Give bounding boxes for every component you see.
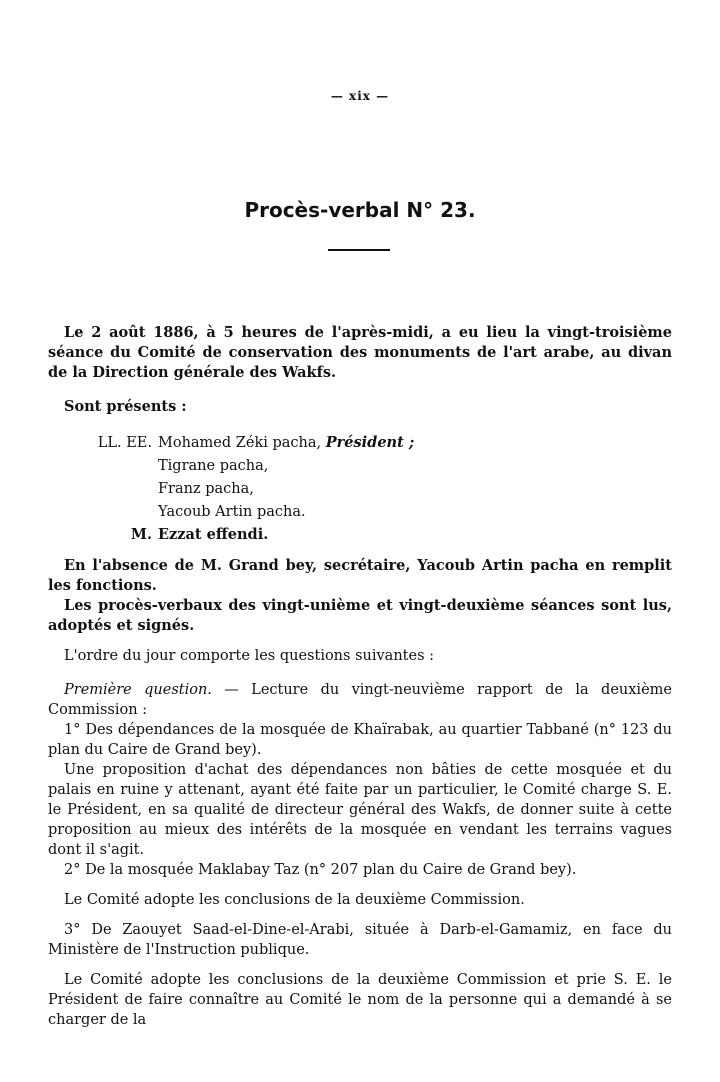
attendee-name: Mohamed Zéki pacha,: [158, 434, 322, 451]
attendee-title: LL. EE.: [97, 434, 152, 451]
question-one-label: Première question.: [64, 682, 212, 698]
attendee-name: Franz pacha,: [158, 480, 254, 497]
document-body: [48, 323, 672, 1030]
attendee-row: [90, 523, 672, 546]
present-heading: Sont présents :: [64, 398, 187, 415]
question-one-text: — Lecture du vingt-neuvième rapport de la deuxième Commission :: [48, 682, 672, 718]
item-one-detail: Une proposition d'achat des dépendances non bâties de cette mosquée et du palais en ruine y attenant, ayant été faite par un particulier, le Comité charge S. E. le Président, en sa qualité de directeur général des Wakfs, de donner suite à cette proposition au mieux des intérêts de la mosquée en vendant les terrains vagues dont il s'agit.: [48, 762, 672, 858]
page-title: Procès-verbal N° 23.: [244, 198, 476, 222]
attendee-name: Yacoub Artin pacha.: [158, 503, 306, 520]
agenda-paragraph: L'ordre du jour comporte les questions suivantes :: [64, 648, 435, 664]
attendee-name: Tigrane pacha,: [158, 457, 269, 474]
adopt-three-paragraph: Le Comité adopte les conclusions de la deuxième Commission et prie S. E. le Président de faire connaître au Comité le nom de la personne qui a demandé à se charger de la: [48, 972, 672, 1028]
adopt-two-paragraph: Le Comité adopte les conclusions de la deuxième Commission.: [64, 892, 525, 908]
attendee-row: [90, 454, 672, 477]
minutes-paragraph: Les procès-verbaux des vingt-unième et vingt-deuxième séances sont lus, adoptés et signés.: [48, 597, 672, 634]
attendee-role: Président ;: [325, 433, 415, 451]
absence-paragraph: En l'absence de M. Grand bey, secrétaire, Yacoub Artin pacha en remplit les fonctions.: [48, 557, 672, 594]
question-one: [48, 680, 672, 720]
page-folio: — xix —: [330, 89, 390, 103]
attendee-row: [90, 500, 672, 523]
attendee-title: M.: [130, 525, 152, 543]
intro-paragraph: Le 2 août 1886, à 5 heures de l'après-midi, a eu lieu la vingt-troisième séance du Comité de conservation des monuments de l'art arabe, au divan de la Direction générale des Wakfs.: [48, 324, 672, 381]
attendee-name: Ezzat effendi.: [158, 525, 269, 543]
attendee-list: [90, 431, 672, 546]
item-three: 3° De Zaouyet Saad-el-Dine-el-Arabi, située à Darb-el-Gamamiz, en face du Ministère de l'Instruction publique.: [48, 922, 672, 958]
attendee-row: [90, 477, 672, 500]
item-one: 1° Des dépendances de la mosquée de Khaïrabak, au quartier Tabbané (n° 123 du plan du Caire de Grand bey).: [48, 722, 672, 758]
title-rule: [328, 249, 390, 251]
attendee-row: [90, 431, 672, 454]
item-two: 2° De la mosquée Maklabay Taz (n° 207 plan du Caire de Grand bey).: [64, 862, 577, 878]
